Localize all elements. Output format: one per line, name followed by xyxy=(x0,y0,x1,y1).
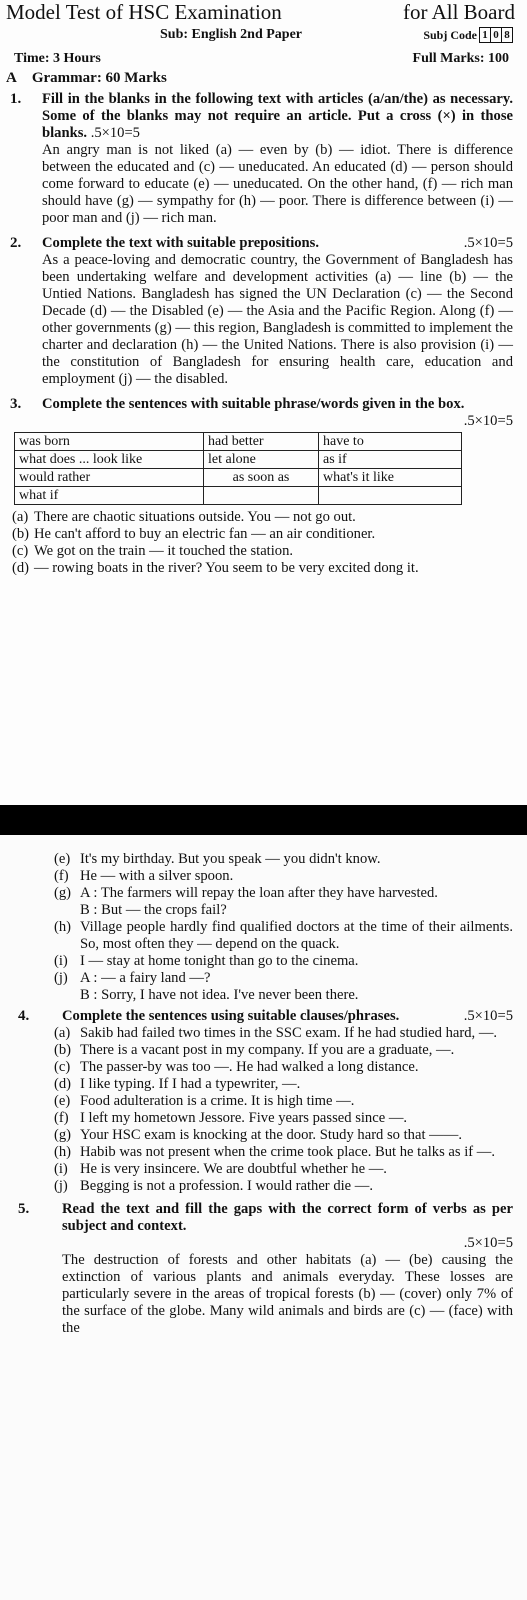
item-text: We got on the train — it touched the station. xyxy=(34,543,294,559)
question-passage: An angry man is not liked (a) — even by (b) — idiot. There is difference between the educated and (c) — uneducated. An educated (d) — person should come forward to educate (e) — uneducated. On the other hand, (f) — rich man should have (g) — sympathy for (h) — poor. There is difference between (i) — poor man and (j) — rich man. xyxy=(42,142,513,226)
phrase-box-row xyxy=(15,469,462,487)
page-bottom-half xyxy=(0,835,527,1600)
item-label: (i) xyxy=(54,1161,68,1177)
item-label: (f) xyxy=(54,868,69,884)
exam-title: Model Test of HSC Examination xyxy=(6,0,282,24)
section-letter: A xyxy=(6,70,17,86)
item-text: Sakib had failed two times in the SSC exam. If he had studied hard, —. xyxy=(80,1025,498,1041)
question-item xyxy=(0,919,527,953)
phrase-box-table xyxy=(14,432,462,505)
item-label: (i) xyxy=(54,953,68,969)
question-item xyxy=(0,1059,527,1076)
item-label: (e) xyxy=(54,1093,71,1109)
item-label: (j) xyxy=(54,970,68,986)
question-marks: .5×10=5 xyxy=(463,413,513,429)
phrase-box-row xyxy=(15,451,462,469)
phrase-cell: have to xyxy=(319,433,462,451)
question-instruction xyxy=(42,235,513,252)
section-heading xyxy=(0,70,527,87)
item-label: (d) xyxy=(54,1076,72,1092)
question-number: 2. xyxy=(10,235,22,251)
subject-code xyxy=(423,27,513,43)
phrase-cell: as soon as xyxy=(204,469,319,487)
item-label: (h) xyxy=(54,919,72,935)
item-text: He — with a silver spoon. xyxy=(80,868,234,884)
item-text: There is a vacant post in my company. If you are a graduate, —. xyxy=(80,1042,455,1058)
item-text: Village people hardly find qualified doctors at the time of their ailments. So, most often they — depend on the quack. xyxy=(80,919,513,952)
question-2 xyxy=(0,235,527,388)
phrase-cell: let alone xyxy=(204,451,319,469)
full-marks-label: Full Marks: 100 xyxy=(412,51,509,66)
phrase-box-row xyxy=(15,487,462,505)
question-item xyxy=(0,1178,527,1195)
question-item xyxy=(0,1042,527,1059)
item-label: (g) xyxy=(54,1127,72,1143)
instruction-body: Fill in the blanks in the following text with articles (a/an/the) as necessary. Some of the blanks may not require an article. Put a cross (×) in those blanks. xyxy=(42,91,513,141)
question-item xyxy=(0,543,527,560)
phrase-cell: had better xyxy=(204,433,319,451)
phrase-cell: was born xyxy=(15,433,204,451)
item-text: Habib was not present when the crime took place. But he talks as if —. xyxy=(80,1144,496,1160)
question-item xyxy=(0,560,527,577)
item-label: (f) xyxy=(54,1110,69,1126)
item-text: Your HSC exam is knocking at the door. Study hard so that ——. xyxy=(80,1127,462,1143)
question-5 xyxy=(0,1201,527,1337)
item-label: (c) xyxy=(54,1059,71,1075)
subject-code-label: Subj Code xyxy=(423,27,477,42)
item-label: (h) xyxy=(54,1144,72,1160)
phrase-cell: as if xyxy=(319,451,462,469)
item-text: — rowing boats in the river? You seem to be very excited dong it. xyxy=(34,560,419,576)
question-item xyxy=(0,851,527,868)
question-passage: As a peace-loving and democratic country, the Government of Bangladesh has been undertaking welfare and development activities (a) — line (b) — the Untied Nations. Bangladesh has signed the UN Declaration (c) — the Second Decade (d) — the Disabled (e) — the Asia and the Pacific Region. Along (f) — other governments (g) — this region, Bangladesh is committed to implement the charter and declaration (h) — the United Nations. There is also provision (i) — the constitution of Bangladesh for ensuring health care, education and employment (j) — the disabled. xyxy=(42,252,513,387)
item-label: (e) xyxy=(54,851,71,867)
item-text: It's my birthday. But you speak — you didn't know. xyxy=(80,851,381,867)
item-label: (a) xyxy=(54,1025,71,1041)
question-marks: .5×10=5 xyxy=(463,1235,513,1251)
question-4 xyxy=(0,1008,527,1025)
question-passage: The destruction of forests and other habitats (a) — (be) causing the extinction of various plants and animals everyday. These losses are particularly severe in the areas of tropical forests (b) — (cover) only 7% of the surface of the globe. Many wild animals and birds are (c) — (face) with the xyxy=(62,1252,513,1336)
item-label: (c) xyxy=(12,543,29,559)
question-instruction xyxy=(42,91,513,142)
item-text: A : — a fairy land —? xyxy=(80,970,211,986)
phrase-cell: what's it like xyxy=(319,469,462,487)
phrase-cell xyxy=(319,487,462,505)
question-3 xyxy=(0,396,527,430)
code-digit-1: 1 xyxy=(479,27,491,43)
question-item xyxy=(0,953,527,970)
question-item xyxy=(0,1110,527,1127)
item-label: (d) xyxy=(12,560,30,576)
question-item xyxy=(0,1025,527,1042)
subject-row xyxy=(0,27,527,43)
item-text: I like typing. If I had a typewriter, —. xyxy=(80,1076,301,1092)
question-instruction xyxy=(62,1008,513,1025)
question-marks-row xyxy=(42,413,513,430)
question-marks: .5×10=5 xyxy=(90,125,140,141)
item-label: (g) xyxy=(54,885,72,901)
question-item xyxy=(0,1093,527,1110)
instruction-text: Complete the sentences using suitable clauses/phrases. xyxy=(62,1008,400,1024)
question-number: 3. xyxy=(10,396,22,412)
question-item xyxy=(0,970,527,987)
instruction-text: Complete the sentences with suitable phrase/words given in the box. xyxy=(42,396,465,412)
page-break-divider xyxy=(0,805,527,835)
question-item xyxy=(0,868,527,885)
code-digit-3: 8 xyxy=(501,27,513,43)
question-number: 1. xyxy=(10,91,22,107)
question-item xyxy=(0,885,527,902)
section-title: Grammar: 60 Marks xyxy=(31,70,167,86)
instruction-text xyxy=(42,91,513,142)
phrase-cell: would rather xyxy=(15,469,204,487)
item-text: The passer-by was too —. He had walked a long distance. xyxy=(80,1059,419,1075)
phrase-box-row xyxy=(15,433,462,451)
item-text: He is very insincere. We are doubtful whether he —. xyxy=(80,1161,387,1177)
code-digit-2: 0 xyxy=(490,27,502,43)
question-item xyxy=(0,526,527,543)
item-text: There are chaotic situations outside. You — not go out. xyxy=(34,509,356,525)
item-subline: B : Sorry, I have not idea. I've never been there. xyxy=(80,987,359,1003)
time-label: Time: 3 Hours xyxy=(14,51,101,66)
item-text: Begging is not a profession. I would rather die —. xyxy=(80,1178,374,1194)
question-marks-row xyxy=(62,1235,513,1252)
question-number: 5. xyxy=(18,1201,30,1217)
item-label: (b) xyxy=(54,1042,72,1058)
subject-label: Sub: English 2nd Paper xyxy=(160,27,302,42)
question-item xyxy=(0,1127,527,1144)
item-text: A : The farmers will repay the loan after they have harvested. xyxy=(80,885,438,901)
item-text: He can't afford to buy an electric fan — an air conditioner. xyxy=(34,526,376,542)
instruction-text: Read the text and fill the gaps with the correct form of verbs as per subject and context. xyxy=(62,1201,513,1234)
question-instruction xyxy=(62,1201,513,1235)
subject-code-boxes xyxy=(480,27,513,43)
question-marks: .5×10=5 xyxy=(463,1008,513,1024)
question-1 xyxy=(0,91,527,227)
question-item xyxy=(0,1076,527,1093)
phrase-cell xyxy=(204,487,319,505)
item-text: Food adulteration is a crime. It is high time —. xyxy=(80,1093,355,1109)
question-item xyxy=(0,509,527,526)
item-label: (j) xyxy=(54,1178,68,1194)
question-instruction xyxy=(42,396,513,413)
item-text: I left my hometown Jessore. Five years passed since —. xyxy=(80,1110,408,1126)
item-subline: B : But — the crops fail? xyxy=(80,902,227,918)
question-item xyxy=(0,1161,527,1178)
question-marks: .5×10=5 xyxy=(463,235,513,251)
phrase-cell: what if xyxy=(15,487,204,505)
time-marks-row xyxy=(0,51,527,67)
title-row xyxy=(0,0,527,25)
item-text: I — stay at home tonight than go to the cinema. xyxy=(80,953,359,969)
question-number: 4. xyxy=(18,1008,30,1024)
item-label: (a) xyxy=(12,509,29,525)
question-item xyxy=(0,1144,527,1161)
board-label: for All Board xyxy=(403,0,515,24)
item-label: (b) xyxy=(12,526,30,542)
instruction-text: Complete the text with suitable prepositions. xyxy=(42,235,320,251)
phrase-cell: what does ... look like xyxy=(15,451,204,469)
